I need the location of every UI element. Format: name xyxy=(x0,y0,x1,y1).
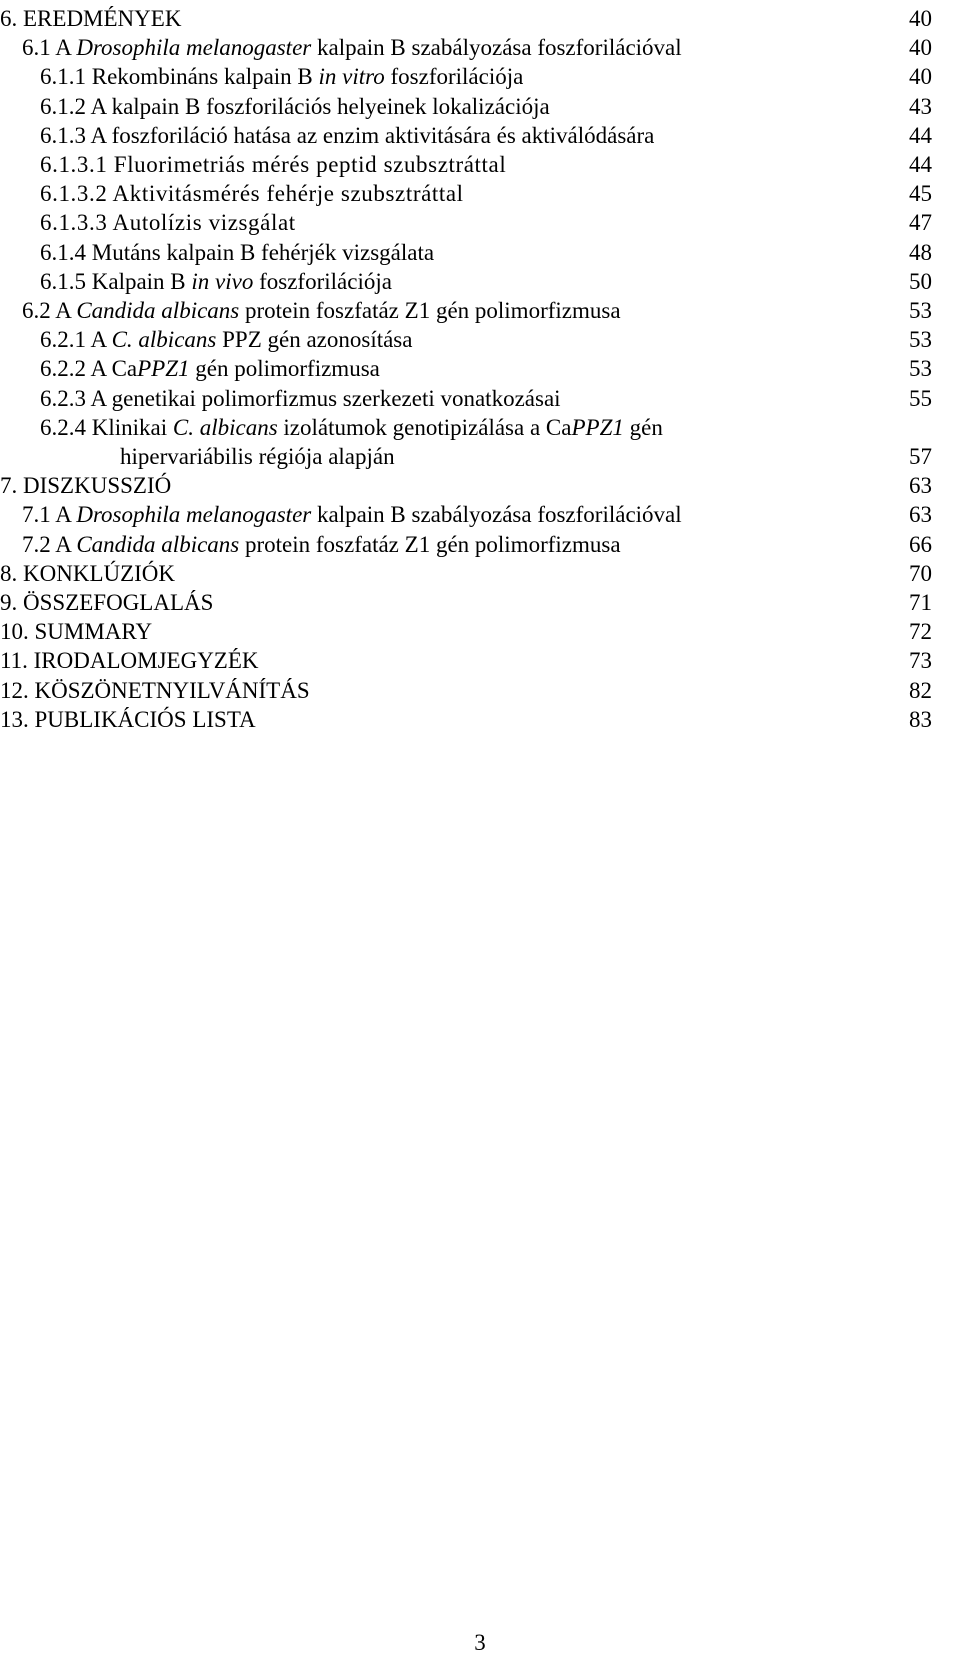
toc-entry-page: 72 xyxy=(909,619,932,645)
toc-entry-page: 40 xyxy=(909,64,932,90)
toc-entry[interactable] xyxy=(0,267,960,297)
toc-entry-text: 6.1.3.2 Aktivitásmérés fehérje szubsztráttal xyxy=(40,181,464,207)
toc-entry-title xyxy=(0,705,256,735)
toc-entry-text: protein foszfatáz Z1 gén polimorfizmusa xyxy=(239,531,621,557)
toc-entry[interactable] xyxy=(0,646,960,676)
toc-entry-title xyxy=(0,4,181,34)
toc-entry-text: 6.2.4 Klinikai xyxy=(40,414,173,440)
toc-entry[interactable] xyxy=(0,179,960,209)
toc-entry-text: Candida albicans xyxy=(76,298,240,323)
toc-entry-page: 66 xyxy=(909,531,932,557)
toc-entry[interactable] xyxy=(0,617,960,647)
toc-entry-text: in vitro xyxy=(318,64,385,90)
toc-entry-text: 8. KONKLÚZIÓK xyxy=(0,560,176,586)
toc-entry-text: PPZ1 xyxy=(571,414,624,440)
toc-entry-title xyxy=(22,530,621,560)
toc-entry-text: 7.2 A xyxy=(22,531,77,557)
toc-entry[interactable] xyxy=(0,559,960,589)
page-number: 3 xyxy=(474,1630,486,1655)
toc-entry-page: 40 xyxy=(909,35,932,61)
toc-entry-page: 44 xyxy=(909,122,932,148)
toc-entry-page: 83 xyxy=(909,706,932,732)
toc-entry[interactable] xyxy=(0,325,960,355)
toc-entry-text: 6.1.5 Kalpain B xyxy=(40,268,192,294)
toc-entry-text: 6.2.3 A genetikai polimorfizmus szerkezeti vonatkozásai xyxy=(40,385,561,411)
toc-entry-text: Drosophila melanogaster xyxy=(76,35,312,61)
toc-entry-title xyxy=(22,296,621,326)
toc-entry-title xyxy=(0,471,171,501)
toc-entry[interactable] xyxy=(0,208,960,238)
toc-entry-title xyxy=(0,617,152,647)
toc-entry-text: 7. DISZKUSSZIÓ xyxy=(0,473,172,499)
toc-entry-title xyxy=(40,325,412,355)
toc-entry[interactable] xyxy=(0,92,960,122)
toc-entry-title xyxy=(0,559,175,589)
toc-entry[interactable] xyxy=(0,33,960,63)
toc-entry-page: 57 xyxy=(909,444,932,469)
toc-entry-text: 6.1.3.1 Fluorimetriás mérés peptid szubsztráttal xyxy=(40,152,507,177)
toc-entry-text: 6.2.1 A xyxy=(40,327,112,353)
toc-entry-text: 6.1.3.3 Autolízis vizsgálat xyxy=(40,210,296,236)
toc-entry-title xyxy=(0,588,213,618)
toc-entry-page: 82 xyxy=(909,677,932,703)
toc-entry-text: 11. IRODALOMJEGYZÉK xyxy=(0,648,259,674)
toc-entry[interactable] xyxy=(0,676,960,706)
toc-entry[interactable] xyxy=(0,4,960,34)
toc-entry-title xyxy=(40,92,550,122)
toc-entry-text: 13. PUBLIKÁCIÓS LISTA xyxy=(0,706,256,732)
toc-entry-page: 45 xyxy=(909,181,932,207)
toc-entry-title xyxy=(40,121,654,151)
toc-entry-text: gén polimorfizmusa xyxy=(189,356,380,382)
toc-entry[interactable] xyxy=(0,296,960,326)
toc-entry-text: 6.1.1 Rekombináns kalpain B xyxy=(40,64,319,90)
toc-entry-text: 10. SUMMARY xyxy=(0,619,153,645)
toc-entry-text: in vivo xyxy=(191,268,254,294)
toc-entry-page: 40 xyxy=(909,6,932,31)
toc-entry[interactable] xyxy=(0,471,960,501)
toc-entry[interactable] xyxy=(0,150,960,180)
toc-entry-page: 53 xyxy=(909,298,932,323)
toc-entry[interactable] xyxy=(0,442,960,472)
toc-entry-page: 63 xyxy=(909,473,932,499)
toc-entry-title xyxy=(0,676,310,706)
toc-entry-text: foszforilációja xyxy=(384,64,524,90)
toc-entry-text: Drosophila melanogaster xyxy=(76,502,312,528)
toc-entry-page: 43 xyxy=(909,93,932,119)
toc-entry-title xyxy=(40,150,506,180)
toc-entry-page: 53 xyxy=(909,356,932,382)
toc-entry-text: 6.1.2 A kalpain B foszforilációs helyeinek lokalizációja xyxy=(40,93,550,119)
toc-entry-text: hipervariábilis régiója alapján xyxy=(120,444,395,469)
toc-entry-page: 71 xyxy=(909,590,932,615)
toc-entry-title xyxy=(40,208,296,238)
toc-entry-title xyxy=(40,62,523,92)
toc-entry-page: 44 xyxy=(909,152,932,177)
toc-entry-title xyxy=(40,179,464,209)
toc-entry[interactable] xyxy=(0,354,960,384)
toc-entry-text: gén xyxy=(623,414,663,440)
toc-entry-title xyxy=(40,267,392,297)
toc-entry-text: 6.1.3 A foszforiláció hatása az enzim aktivitására és aktiválódására xyxy=(40,122,655,148)
toc-entry-text: PPZ gén azonosítása xyxy=(216,327,413,353)
toc-entry[interactable] xyxy=(0,238,960,268)
toc-entry-text: C. albicans xyxy=(111,327,217,353)
toc-entry-page: 50 xyxy=(909,268,932,294)
toc-entry-page: 47 xyxy=(909,210,932,236)
toc-entry-page: 63 xyxy=(909,502,932,528)
toc-entry[interactable] xyxy=(0,500,960,530)
toc-entry[interactable] xyxy=(0,413,960,443)
toc-entry-text: 9. ÖSSZEFOGLALÁS xyxy=(0,590,214,615)
toc-entry-title xyxy=(40,413,663,443)
toc-entry[interactable] xyxy=(0,121,960,151)
toc-entry-page: 70 xyxy=(909,560,932,586)
toc-entry-title xyxy=(120,442,395,472)
toc-entry[interactable] xyxy=(0,705,960,735)
toc-entry-text: 6.1.4 Mutáns kalpain B fehérjék vizsgálata xyxy=(40,239,435,265)
toc-entry-page: 55 xyxy=(909,385,932,411)
toc-entry-title xyxy=(40,354,380,384)
toc-entry-text: 6. EREDMÉNYEK xyxy=(0,6,182,31)
toc-entry-title xyxy=(40,238,434,268)
toc-entry[interactable] xyxy=(0,530,960,560)
toc-entry-text: 6.1 A xyxy=(22,35,77,61)
toc-entry-text: kalpain B szabályozása foszforilációval xyxy=(311,35,682,61)
toc-entry-text: izolátumok genotipizálása a Ca xyxy=(277,414,572,440)
toc-entry-title xyxy=(0,646,259,676)
toc-entry-text: Candida albicans xyxy=(76,531,240,557)
toc-entry[interactable] xyxy=(0,588,960,618)
toc-entry-page: 53 xyxy=(909,327,932,353)
toc-entry-title xyxy=(22,33,682,63)
toc-entry-text: PPZ1 xyxy=(137,356,190,382)
toc-entry-text: protein foszfatáz Z1 gén polimorfizmusa xyxy=(239,298,621,323)
toc-entry-page: 73 xyxy=(909,648,932,674)
toc-entry-title xyxy=(22,500,682,530)
toc-entry[interactable] xyxy=(0,62,960,92)
toc-entry-text: C. albicans xyxy=(172,414,278,440)
toc-entry-text: foszforilációja xyxy=(253,268,392,294)
toc-entry-text: 7.1 A xyxy=(22,502,77,528)
toc-entry-title xyxy=(40,384,561,414)
toc-entry-page: 48 xyxy=(909,239,932,265)
toc-entry-text: 6.2 A xyxy=(22,298,77,323)
toc-entry-text: kalpain B szabályozása foszforilációval xyxy=(311,502,682,528)
toc-entry-text: 6.2.2 A Ca xyxy=(40,356,138,382)
toc-entry-text: 12. KÖSZÖNETNYILVÁNÍTÁS xyxy=(0,677,310,703)
toc-entry[interactable] xyxy=(0,384,960,414)
